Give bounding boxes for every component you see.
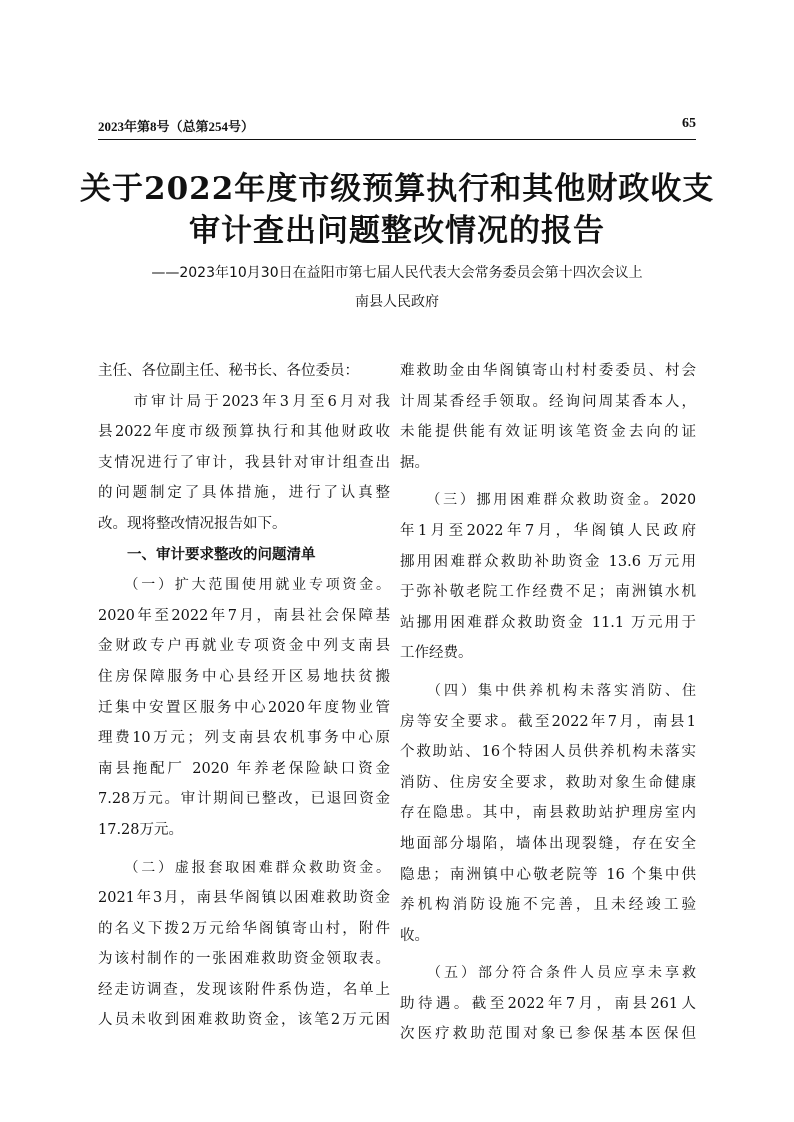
left-text-column	[98, 356, 390, 1066]
body-line: 收。	[400, 927, 429, 944]
body-line: 7.28万元。审计期间已整改，已退回资金	[98, 791, 390, 808]
body-line: 住房保障服务中心县经开区易地扶贫搬	[98, 668, 390, 685]
item-heading: （四）集中供养机构未落实消防、住	[400, 682, 696, 699]
report-subtitle-occasion: ——2023年10月30日在益阳市第七届人民代表大会常务委员会第十四次会议上	[151, 265, 643, 281]
body-line: 次医疗救助范围对象已参保基本医保但	[400, 1026, 696, 1043]
report-subtitle-issuer: 南县人民政府	[355, 294, 439, 310]
issue-number: 2023年第8号（总第254号）	[98, 119, 255, 134]
body-line: 个救助站、16个特困人员供养机构未落实	[400, 744, 696, 761]
body-line: 消防、住房安全要求，救助对象生命健康	[400, 774, 696, 791]
body-line: 的名义下拨2万元给华阁镇寄山村，附件	[98, 920, 390, 937]
right-text-column	[400, 356, 696, 1066]
item-heading: （五）部分符合条件人员应享未享救	[400, 965, 696, 982]
body-line: 年1月至2022年7月，华阁镇人民政府	[400, 522, 696, 539]
body-line: 隐患；南洲镇中心敬老院等 16 个集中供	[400, 866, 696, 883]
report-title-line-1: 关于2022年度市级预算执行和其他财政收支	[80, 171, 715, 207]
body-line: 站挪用困难群众救助资金 11.1 万元用于	[400, 614, 696, 631]
item-heading: （一）扩大范围使用就业专项资金。	[98, 577, 390, 594]
body-line: 计周某香经手领取。经询问周某香本人，	[400, 393, 696, 410]
body-line: 改。现将整改情况报告如下。	[98, 515, 287, 532]
body-line: 迁集中安置区服务中心2020年度物业管	[98, 699, 390, 716]
body-line: 理费10万元；列支南县农机事务中心原	[98, 730, 390, 747]
body-line: 2021年3月，南县华阁镇以困难救助资金	[98, 890, 390, 907]
body-line: 房等安全要求。截至2022年7月，南县1	[400, 713, 696, 730]
body-line: 市审计局于2023年3月至6月对我	[98, 393, 390, 410]
body-line: 经走访调查，发现该附件系伪造，名单上	[98, 981, 390, 998]
body-line: 人员未收到困难救助资金，该笔2万元困	[98, 1012, 390, 1029]
body-line: 据。	[400, 454, 429, 471]
body-line: 为该村制作的一张困难救助资金领取表。	[98, 951, 390, 968]
body-line: 助待遇。截至2022年7月，南县261人	[400, 995, 696, 1012]
body-line: 存在隐患。其中，南县救助站护理房室内	[400, 805, 696, 822]
salutation: 主任、各位副主任、秘书长、各位委员：	[98, 363, 359, 379]
body-line: 支情况进行了审计，我县针对审计组查出	[98, 454, 390, 471]
body-line: 金财政专户再就业专项资金中列支南县	[98, 638, 390, 655]
body-line: 养机构消防设施不完善，且未经竣工验	[400, 897, 696, 914]
report-title-line-2: 审计查出问题整改情况的报告	[189, 213, 605, 249]
body-line: 南县拖配厂 2020 年养老保险缺口资金	[98, 760, 390, 777]
item-heading: （三）挪用困难群众救助资金。2020	[400, 492, 696, 509]
body-line: 未能提供能有效证明该笔资金去向的证	[400, 424, 696, 441]
body-line: 县2022年度市级预算执行和其他财政收	[98, 424, 390, 441]
body-line: 地面部分塌陷，墙体出现裂缝，存在安全	[400, 835, 696, 852]
page-number: 65	[682, 116, 696, 131]
body-line: 挪用困难群众救助补助资金 13.6 万元用	[400, 553, 696, 570]
body-line: 2020年至2022年7月，南县社会保障基	[98, 607, 390, 624]
body-line: 17.28万元。	[98, 821, 184, 838]
page-header	[98, 116, 696, 140]
body-line: 的问题制定了具体措施，进行了认真整	[98, 485, 390, 502]
header-rule	[98, 139, 696, 140]
body-line: 难救助金由华阁镇寄山村村委委员、村会	[400, 363, 696, 379]
body-line: 于弥补敬老院工作经费不足；南洲镇水机	[400, 584, 696, 601]
section-heading: 一、审计要求整改的问题清单	[98, 545, 316, 563]
item-heading: （二）虚报套取困难群众救助资金。	[98, 859, 390, 876]
body-line: 工作经费。	[400, 645, 473, 662]
